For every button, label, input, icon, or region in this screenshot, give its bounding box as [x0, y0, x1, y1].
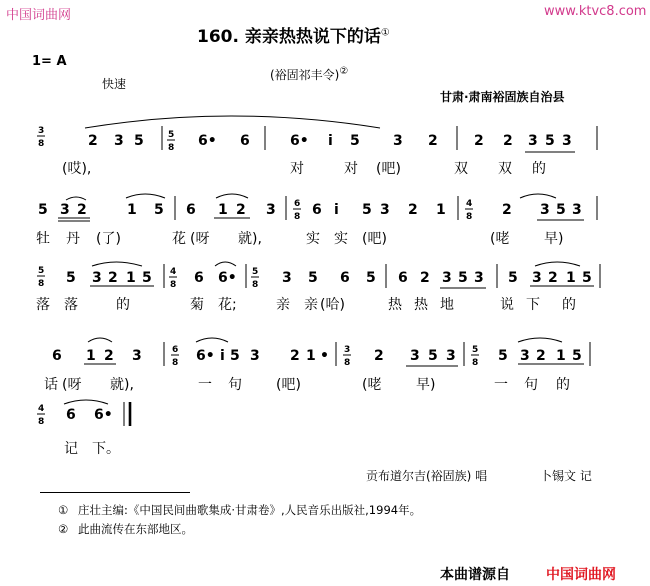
svg-text:5: 5 — [252, 267, 259, 277]
lyric: 早) — [416, 377, 436, 393]
svg-text:6: 6 — [294, 199, 301, 209]
lyric: (呀 — [190, 231, 210, 247]
lyric: (咾 — [490, 231, 510, 247]
lyric: 下。 — [92, 441, 120, 457]
svg-text:5: 5 — [366, 270, 376, 286]
svg-text:•: • — [320, 348, 329, 364]
svg-text:1: 1 — [86, 348, 96, 364]
lyric: 记 — [64, 441, 78, 457]
footnote-2 — [58, 521, 193, 537]
footnote-text: 庄壮主编:《中国民间曲歌集成·甘肃卷》,人民音乐出版社,1994年。 — [77, 503, 422, 517]
svg-text:5: 5 — [508, 270, 518, 286]
lyric: (哈) — [320, 297, 345, 313]
title-footnote-mark: ① — [380, 27, 390, 39]
svg-text:8: 8 — [168, 143, 175, 153]
svg-text:3: 3 — [442, 270, 452, 286]
svg-text:8: 8 — [466, 212, 473, 222]
svg-text:5: 5 — [582, 270, 592, 286]
lyric: 的 — [562, 297, 576, 313]
svg-text:1: 1 — [218, 202, 228, 218]
svg-text:6•: 6• — [290, 133, 309, 149]
svg-text:2: 2 — [77, 202, 87, 218]
svg-text:3: 3 — [572, 202, 582, 218]
lyric: 一 — [198, 377, 212, 393]
lyric: 丹 — [66, 231, 80, 247]
footnote-separator — [40, 492, 190, 493]
svg-text:3: 3 — [393, 133, 403, 149]
svg-text:5: 5 — [142, 270, 152, 286]
svg-text:1: 1 — [436, 202, 446, 218]
lyric: 花; — [218, 297, 237, 313]
svg-text:8: 8 — [294, 212, 301, 222]
lyric: 热 — [414, 297, 428, 313]
footnote-text: 此曲流传在东部地区。 — [77, 522, 193, 536]
svg-text:3: 3 — [132, 348, 142, 364]
lyric: 的 — [532, 161, 546, 177]
svg-text:6: 6 — [240, 133, 250, 149]
svg-text:5: 5 — [362, 202, 372, 218]
lyric: 菊 — [190, 297, 204, 313]
svg-text:1: 1 — [566, 270, 576, 286]
svg-text:3: 3 — [562, 133, 572, 149]
svg-text:3: 3 — [344, 345, 351, 355]
svg-text:5: 5 — [230, 348, 240, 364]
watermark-top-left: 中国词曲网 — [6, 8, 72, 23]
svg-text:8: 8 — [172, 358, 179, 368]
svg-text:2: 2 — [374, 348, 384, 364]
lyric: 花 — [172, 231, 186, 247]
svg-text:3: 3 — [532, 270, 542, 286]
lyric: 对 — [344, 161, 358, 177]
svg-text:2: 2 — [104, 348, 114, 364]
svg-text:3: 3 — [38, 126, 45, 136]
svg-text:3: 3 — [446, 348, 456, 364]
svg-text:8: 8 — [170, 280, 177, 290]
svg-text:8: 8 — [38, 139, 45, 149]
recorder-credit: 卜锡文 记 — [540, 469, 592, 483]
svg-text:6: 6 — [66, 407, 76, 423]
svg-text:3: 3 — [528, 133, 538, 149]
svg-text:3: 3 — [266, 202, 276, 218]
lyric: 就), — [110, 377, 134, 393]
svg-text:6: 6 — [186, 202, 196, 218]
lyric: 落 — [36, 297, 50, 313]
svg-text:5: 5 — [472, 345, 479, 355]
lyric: 下 — [526, 297, 540, 313]
lyric: (了) — [96, 231, 121, 247]
lyric: 实 — [334, 231, 348, 247]
svg-text:3: 3 — [540, 202, 550, 218]
lyric: (哎), — [62, 161, 92, 177]
subtitle-footnote-mark: ② — [339, 66, 349, 77]
svg-text:6: 6 — [194, 270, 204, 286]
lyric: 句 — [524, 377, 538, 393]
svg-text:6: 6 — [172, 345, 179, 355]
svg-text:6•: 6• — [196, 348, 215, 364]
lyric: 地 — [440, 297, 454, 313]
svg-text:6•: 6• — [94, 407, 113, 423]
svg-text:5: 5 — [134, 133, 144, 149]
lyric: 热 — [388, 297, 402, 313]
footnote-mark: ② — [58, 522, 69, 536]
svg-text:1: 1 — [127, 202, 137, 218]
svg-text:3: 3 — [282, 270, 292, 286]
lyric: 亲 — [304, 297, 318, 313]
svg-text:6•: 6• — [218, 270, 237, 286]
svg-text:i: i — [328, 133, 333, 149]
svg-text:2: 2 — [420, 270, 430, 286]
svg-text:3: 3 — [474, 270, 484, 286]
watermark-bottom-right: 中国词曲网 — [546, 567, 616, 583]
svg-text:4: 4 — [38, 404, 45, 414]
svg-text:2: 2 — [408, 202, 418, 218]
svg-text:2: 2 — [503, 133, 513, 149]
svg-text:1: 1 — [556, 348, 566, 364]
svg-text:8: 8 — [38, 417, 45, 427]
singer-credit: 贡布道尔吉(裕固族) 唱 — [366, 469, 488, 483]
svg-text:5: 5 — [572, 348, 582, 364]
svg-text:6: 6 — [340, 270, 350, 286]
lyric: 的 — [556, 377, 570, 393]
svg-text:2: 2 — [290, 348, 300, 364]
song-subtitle-text: (裕固祁丰令) — [270, 68, 340, 82]
lyric: (吧) — [376, 161, 401, 177]
lyric: 就), — [238, 231, 262, 247]
svg-text:3: 3 — [114, 133, 124, 149]
lyric: (吧) — [362, 231, 387, 247]
lyric: 牡 — [36, 231, 50, 247]
svg-text:i: i — [220, 348, 225, 364]
svg-text:5: 5 — [38, 202, 48, 218]
svg-text:3: 3 — [520, 348, 530, 364]
svg-text:8: 8 — [344, 358, 351, 368]
svg-text:5: 5 — [168, 130, 175, 140]
svg-text:4: 4 — [170, 267, 177, 277]
svg-text:2: 2 — [88, 133, 98, 149]
svg-text:i: i — [334, 202, 339, 218]
svg-text:3: 3 — [250, 348, 260, 364]
svg-text:5: 5 — [154, 202, 164, 218]
lyric: (吧) — [276, 377, 301, 393]
svg-text:4: 4 — [466, 199, 473, 209]
svg-text:5: 5 — [350, 133, 360, 149]
svg-text:5: 5 — [66, 270, 76, 286]
svg-text:2: 2 — [428, 133, 438, 149]
lyric: (呀 — [62, 377, 82, 393]
watermark-bottom-left: 本曲谱源自 — [440, 567, 510, 583]
svg-text:5: 5 — [428, 348, 438, 364]
svg-text:3: 3 — [92, 270, 102, 286]
svg-text:6: 6 — [52, 348, 62, 364]
lyric: 一 — [494, 377, 508, 393]
svg-text:6•: 6• — [198, 133, 217, 149]
lyric: 双 — [454, 161, 468, 177]
lyric: 双 — [498, 161, 512, 177]
svg-text:5: 5 — [556, 202, 566, 218]
svg-text:2: 2 — [536, 348, 546, 364]
lyric: 早) — [544, 231, 564, 247]
svg-text:5: 5 — [545, 133, 555, 149]
svg-text:3: 3 — [380, 202, 390, 218]
lyric: 话 — [44, 377, 58, 393]
lyric: 对 — [290, 161, 304, 177]
svg-text:5: 5 — [308, 270, 318, 286]
svg-text:1: 1 — [306, 348, 316, 364]
key-signature: 1= A — [32, 54, 67, 69]
lyric: 实 — [306, 231, 320, 247]
lyric: 句 — [228, 377, 242, 393]
watermark-top-right: www.ktvc8.com — [544, 4, 647, 19]
svg-text:2: 2 — [236, 202, 246, 218]
svg-text:3: 3 — [60, 202, 70, 218]
svg-text:5: 5 — [458, 270, 468, 286]
svg-text:1: 1 — [126, 270, 136, 286]
svg-text:6: 6 — [312, 202, 322, 218]
region-label: 甘肃·肃南裕固族自治县 — [440, 90, 565, 104]
svg-text:5: 5 — [498, 348, 508, 364]
svg-text:8: 8 — [472, 358, 479, 368]
song-title-text: 160. 亲亲热热说下的话 — [197, 27, 381, 47]
lyric: 说 — [500, 297, 514, 313]
svg-text:2: 2 — [548, 270, 558, 286]
svg-text:2: 2 — [474, 133, 484, 149]
svg-text:8: 8 — [252, 280, 259, 290]
svg-text:3: 3 — [410, 348, 420, 364]
tempo-marking: 快速 — [102, 77, 127, 91]
lyric: (咾 — [362, 377, 382, 393]
footnote-1 — [58, 502, 421, 518]
svg-text:8: 8 — [38, 279, 45, 289]
lyric: 亲 — [276, 297, 290, 313]
lyric: 落 — [64, 297, 78, 313]
svg-text:5: 5 — [38, 266, 45, 276]
lyric: 的 — [116, 297, 130, 313]
svg-text:6: 6 — [398, 270, 408, 286]
footnote-mark: ① — [58, 503, 69, 517]
svg-text:2: 2 — [108, 270, 118, 286]
svg-text:2: 2 — [502, 202, 512, 218]
